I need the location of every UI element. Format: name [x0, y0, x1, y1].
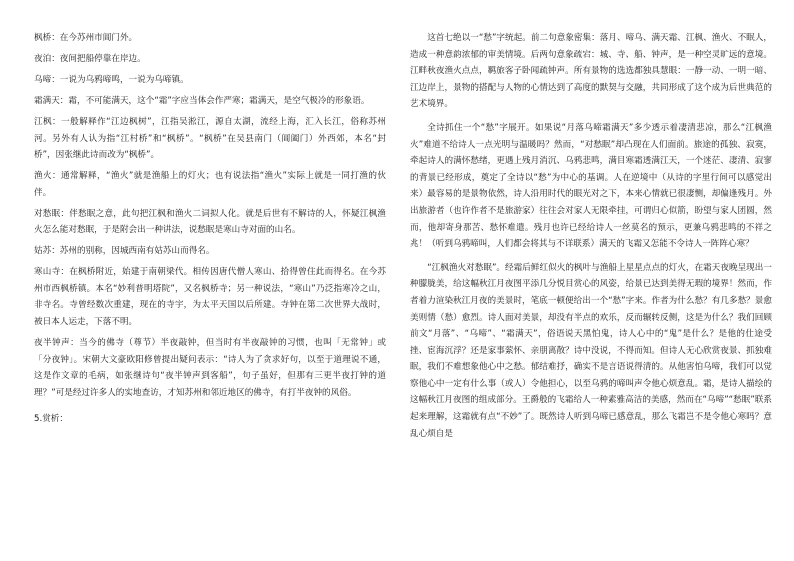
appreciation-paragraph-1: 这首七绝以一“愁”字统起。前二句意象密集：落月、啼乌、满天霜、江枫、渔火、不眠人，造成一种意韵浓郁的审美情境。后两句意象疏宕：城、寺、船、钟声，是一种空灵旷远的意境。江畔秋夜渔火点点，羁旅客子卧闻疏钟声。所有景物的选选都独具慧眼：一静一动、一明一暗、江边岸上，景物的搭配与人物的心情达到了高度的默契与交融，共同形成了这个成为后世典范的艺术境界。 — [410, 33, 772, 110]
annotation-yuhuo: 渔火：通常解释，“渔火”就是渔船上的灯火；也有说法指“渔火”实际上就是一同打渔的伙伴。 — [34, 171, 386, 198]
appreciation-paragraph-3: “江枫渔火对愁眠”。经霜后鲜红似火的枫叶与渔船上星星点点的灯火，在霜天夜晚呈现出一种朦胧美，给这幅秋江月夜图平添几分悦目赏心的风姿，给景已达到美得无瑕的境界！然而，作者着力渲染秋江月夜的美景时，笔底一顿便给出一个“愁”字来。作者为什么愁？有几多愁？景愈美则情（愁）愈烈。诗人面对美景，却没有半点的欢乐，反而辗转反侧，这是为什么？我们回顾前文“月落”、“乌啼”、“霜满天”，俗语说天黑怕鬼，诗人心中的“鬼”是什么？是他的仕途受挫、宦海沉浮？还是家事萦怀、亲朋离散？诗中没说，不得而知。但诗人无心欣赏夜景、抓独难眠，我们不难想象他心中之愁。郁结难抒，确实不是言语说得清的。从他害怕乌啼，我们可以觉察他心中一定有什么事（或人）令他担心，以至乌鸦的啼叫声令他心烦意乱。霜，是诗人描绘的这幅秋江月夜图的组成部分。王爵般的飞霜给人一种素雅高洁的美感，然而在“乌啼”“愁眠”联系起来理解，这霜就有点“不妙”了。既然诗人听到乌啼已感意乱，那么飞霜岂不是令他心寒吗？意乱心烦自是 — [410, 262, 772, 439]
annotation-yebo: 夜泊：夜间把船停靠在岸边。 — [34, 53, 146, 64]
annotation-fengqiao: 枫桥：在今苏州市阊门外。 — [34, 33, 138, 43]
annotation-shuangmantian: 霜满天：霜，不可能满天，这个“霜”字应当体会作严寒；霜满天，是空气极冷的形象语。 — [34, 95, 370, 106]
annotation-wuti: 乌啼：一说为乌鸦啼鸣，一说为乌啼镇。 — [34, 74, 189, 85]
annotation-hanshansi: 寒山寺：在枫桥附近，始建于南朝梁代。相传因唐代僧人寒山、拾得曾住此而得名。在今苏州市西枫桥镇。本名“妙利普明塔院”，又名枫桥寺；另一种说法，“寒山”乃泛指寒冷之山，非寺名。寺曾经数次重建，现在的寺宇，为太平天国以后所建。寺钟在第二次世界大战时，被日本人运走，下落不明。 — [34, 267, 386, 328]
section-heading-appreciation: 5.赏析： — [34, 414, 68, 425]
appreciation-paragraph-2: 全诗抓住一个“愁”字展开。如果说“月落乌啼霜满天”多少透示着凄清悲凉，那么“江枫渔火”难道不给诗人一点光明与温暖吗？然而，“对愁眠”却凸现在人们面前。旅途的孤独、寂寞，牵起诗人的满怀愁绪，更遇上残月消沉、乌鸦悲鸣，满目寒霜透满江天，一个迷茫、凄清、寂寥的背景已经形成，奠定了全诗以“愁”为中心的基调。人在逆境中（从诗的字里行间可以感觉出来）最容易的是景物依然，诗人沿用时代的眼光对之下，本来心情就已很凄恻，却偏逢残月。外出旅游者（也许作者不是旅游家）往往会对家人无限牵挂，可谓归心似箭，盼望与家人团圆，然而，他却寄身那苦、愁怀难遣。残月也许已经给诗人一丝莫名的预示，更兼乌鸦悲鸣的不祥之兆！（听到乌鸦啼叫，人们都会将其与不详联系）满天的飞霜又怎能不令诗人一阵阵心寒？ — [410, 122, 772, 250]
annotation-yebanzhongsheng: 夜半钟声：当今的佛寺（尊节）半夜敲钟，但当时有半夜敲钟的习惯，也叫「无常钟」或「分夜钟」。宋朝大文豪欧阳修曾提出疑问表示：“诗人为了贪求好句，以至于道理说不通，这是作文章的毛病，如张继诗句“夜半钟声到客船”，句子虽好，但那有三更半夜打钟的道理？”可是经过许多人的实地查访，才知苏州和邻近地区的佛寺，有打半夜钟的风俗。 — [34, 338, 386, 398]
left-column — [34, 30, 386, 432]
annotation-duichoumian: 对愁眠：伴愁眠之意，此句把江枫和渔火二词拟人化。就是后世有不解诗的人，怀疑江枫渔火怎么能对愁眠，于是附会出一种讲法，说愁眠是寒山寺对面的山名。 — [34, 208, 386, 236]
annotation-gusu: 姑苏：苏州的别称，因城西南有姑苏山而得名。 — [34, 246, 215, 257]
right-column — [410, 30, 772, 449]
annotation-jiangfeng: 江枫：一般解释作“江边枫树”，江指吴淞江，源自太湖，流经上海，汇入长江，俗称苏州河。另外有人认为指“江村桥”和“枫桥”。“枫桥”在吴县南门（阊阖门）外西郊，本名“封桥”，因张继此诗而改为“枫桥”。 — [34, 116, 386, 161]
